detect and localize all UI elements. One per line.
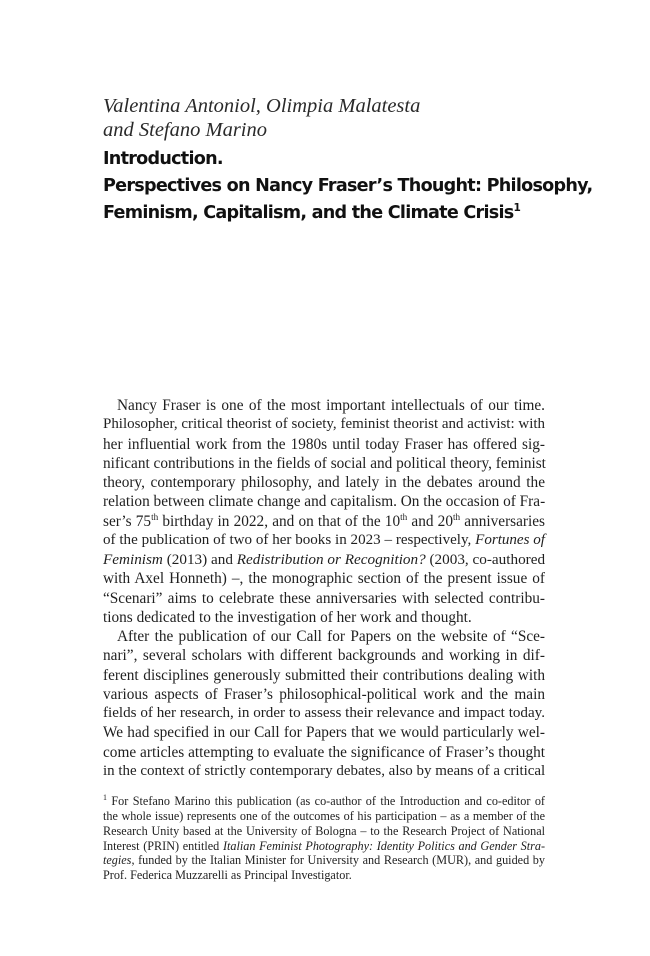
body-line <box>103 531 545 550</box>
body-text-run: (2013) and <box>162 551 237 568</box>
title-footnote-mark[interactable]: 1 <box>513 202 521 215</box>
footnote-line: Prof. Federica Muzzarelli as Principal Investigator. <box>103 868 352 883</box>
body-line: We had specified in our Call for Papers that we would particularly wel- <box>103 724 545 742</box>
body-text-run: and 20 <box>407 512 453 530</box>
body-line: her influential work from the 1980s until today Fraser has offered sig- <box>103 435 545 453</box>
authors <box>103 94 573 142</box>
footnote-line: the whole issue) represents one of the outcomes of his participation – as a member of the <box>103 808 545 823</box>
body-line: theory, contemporary philosophy, and lately in the debates around the <box>103 474 545 491</box>
body-line: tions dedicated to the investigation of her work and thought. <box>103 608 472 626</box>
project-title: tegies <box>103 853 132 868</box>
title-line-1: Introduction. <box>103 149 223 169</box>
footnote-text-run: Interest (PRIN) entitled <box>103 838 223 853</box>
body-line: relation between climate change and capitalism. On the occasion of Fra- <box>103 493 546 511</box>
body-line <box>103 550 545 569</box>
project-title: Italian Feminist Photography: Identity Politics and Gender Stra- <box>222 838 545 853</box>
body-line: Philosopher, critical theorist of society, feminist theorist and activist: with <box>103 416 545 433</box>
ordinal-superscript: th <box>400 511 408 522</box>
authors-line-1: Valentina Antoniol, Olimpia Malatesta <box>103 95 421 117</box>
body-line: various aspects of Fraser’s philosophical-political work and the main <box>103 685 545 703</box>
ordinal-superscript: th <box>452 511 461 522</box>
body-line: ferent disciplines generously submitted their contributions dealing with <box>103 666 545 684</box>
body-line <box>103 512 545 531</box>
footnote-line: Research Unity based at the University of Bologna – to the Research Project of National <box>103 823 545 838</box>
body-line: in the context of strictly contemporary debates, also by means of a critical <box>103 762 546 779</box>
footnote-mark: 1 <box>103 792 107 802</box>
body-line: Nancy Fraser is one of the most important intellectuals of our time. <box>117 397 545 414</box>
title-line-3-text: Feminism, Capitalism, and the Climate Crisis <box>103 203 514 223</box>
body-line: nificant contributions in the fields of social and political theory, feminist <box>103 454 546 472</box>
body-text <box>103 396 545 781</box>
footnote-line <box>103 853 545 868</box>
title-line-3 <box>103 200 573 227</box>
article-title <box>103 146 593 227</box>
body-text-run: ser’s 75 <box>103 512 152 530</box>
footnote <box>103 794 545 883</box>
body-text-run: of the publication of two of her books in 2023 – respectively, <box>103 531 476 548</box>
footnote-line <box>103 839 545 854</box>
footnote-text-run: For Stefano Marino this publication (as co-author of the Introduction and co-editor of <box>106 794 545 808</box>
book-title: Fortunes of <box>475 531 545 548</box>
body-line: After the publication of our Call for Papers on the website of “Sce- <box>117 628 545 645</box>
body-text-run: anniversaries <box>460 512 545 530</box>
title-line-2: Perspectives on Nancy Fraser’s Thought: Philosophy, <box>103 176 593 196</box>
authors-line-2: and Stefano Marino <box>103 119 267 141</box>
book-title: Redistribution or Recognition? <box>236 551 426 568</box>
footnote-text-run: , funded by the Italian Minister for University and Research (MUR), and guided by <box>131 853 545 868</box>
body-text-run: birthday in 2022, and on that of the 10 <box>158 512 401 530</box>
body-text-run: (2003, co-authored <box>425 551 546 568</box>
body-line: come articles attempting to evaluate the significance of Fraser’s thought <box>103 743 545 761</box>
ordinal-superscript: th <box>151 511 159 522</box>
body-line: fields of her research, in order to assess their relevance and impact today. <box>103 705 545 721</box>
body-line: nari”, several scholars with different backgrounds and working in dif- <box>103 647 545 665</box>
body-line: “Scenari” aims to celebrate these anniversaries with selected contribu- <box>103 589 545 607</box>
footnote-line <box>103 794 545 809</box>
body-line: with Axel Honneth) –, the monographic section of the present issue of <box>103 570 545 588</box>
book-title: Feminism <box>103 551 163 568</box>
